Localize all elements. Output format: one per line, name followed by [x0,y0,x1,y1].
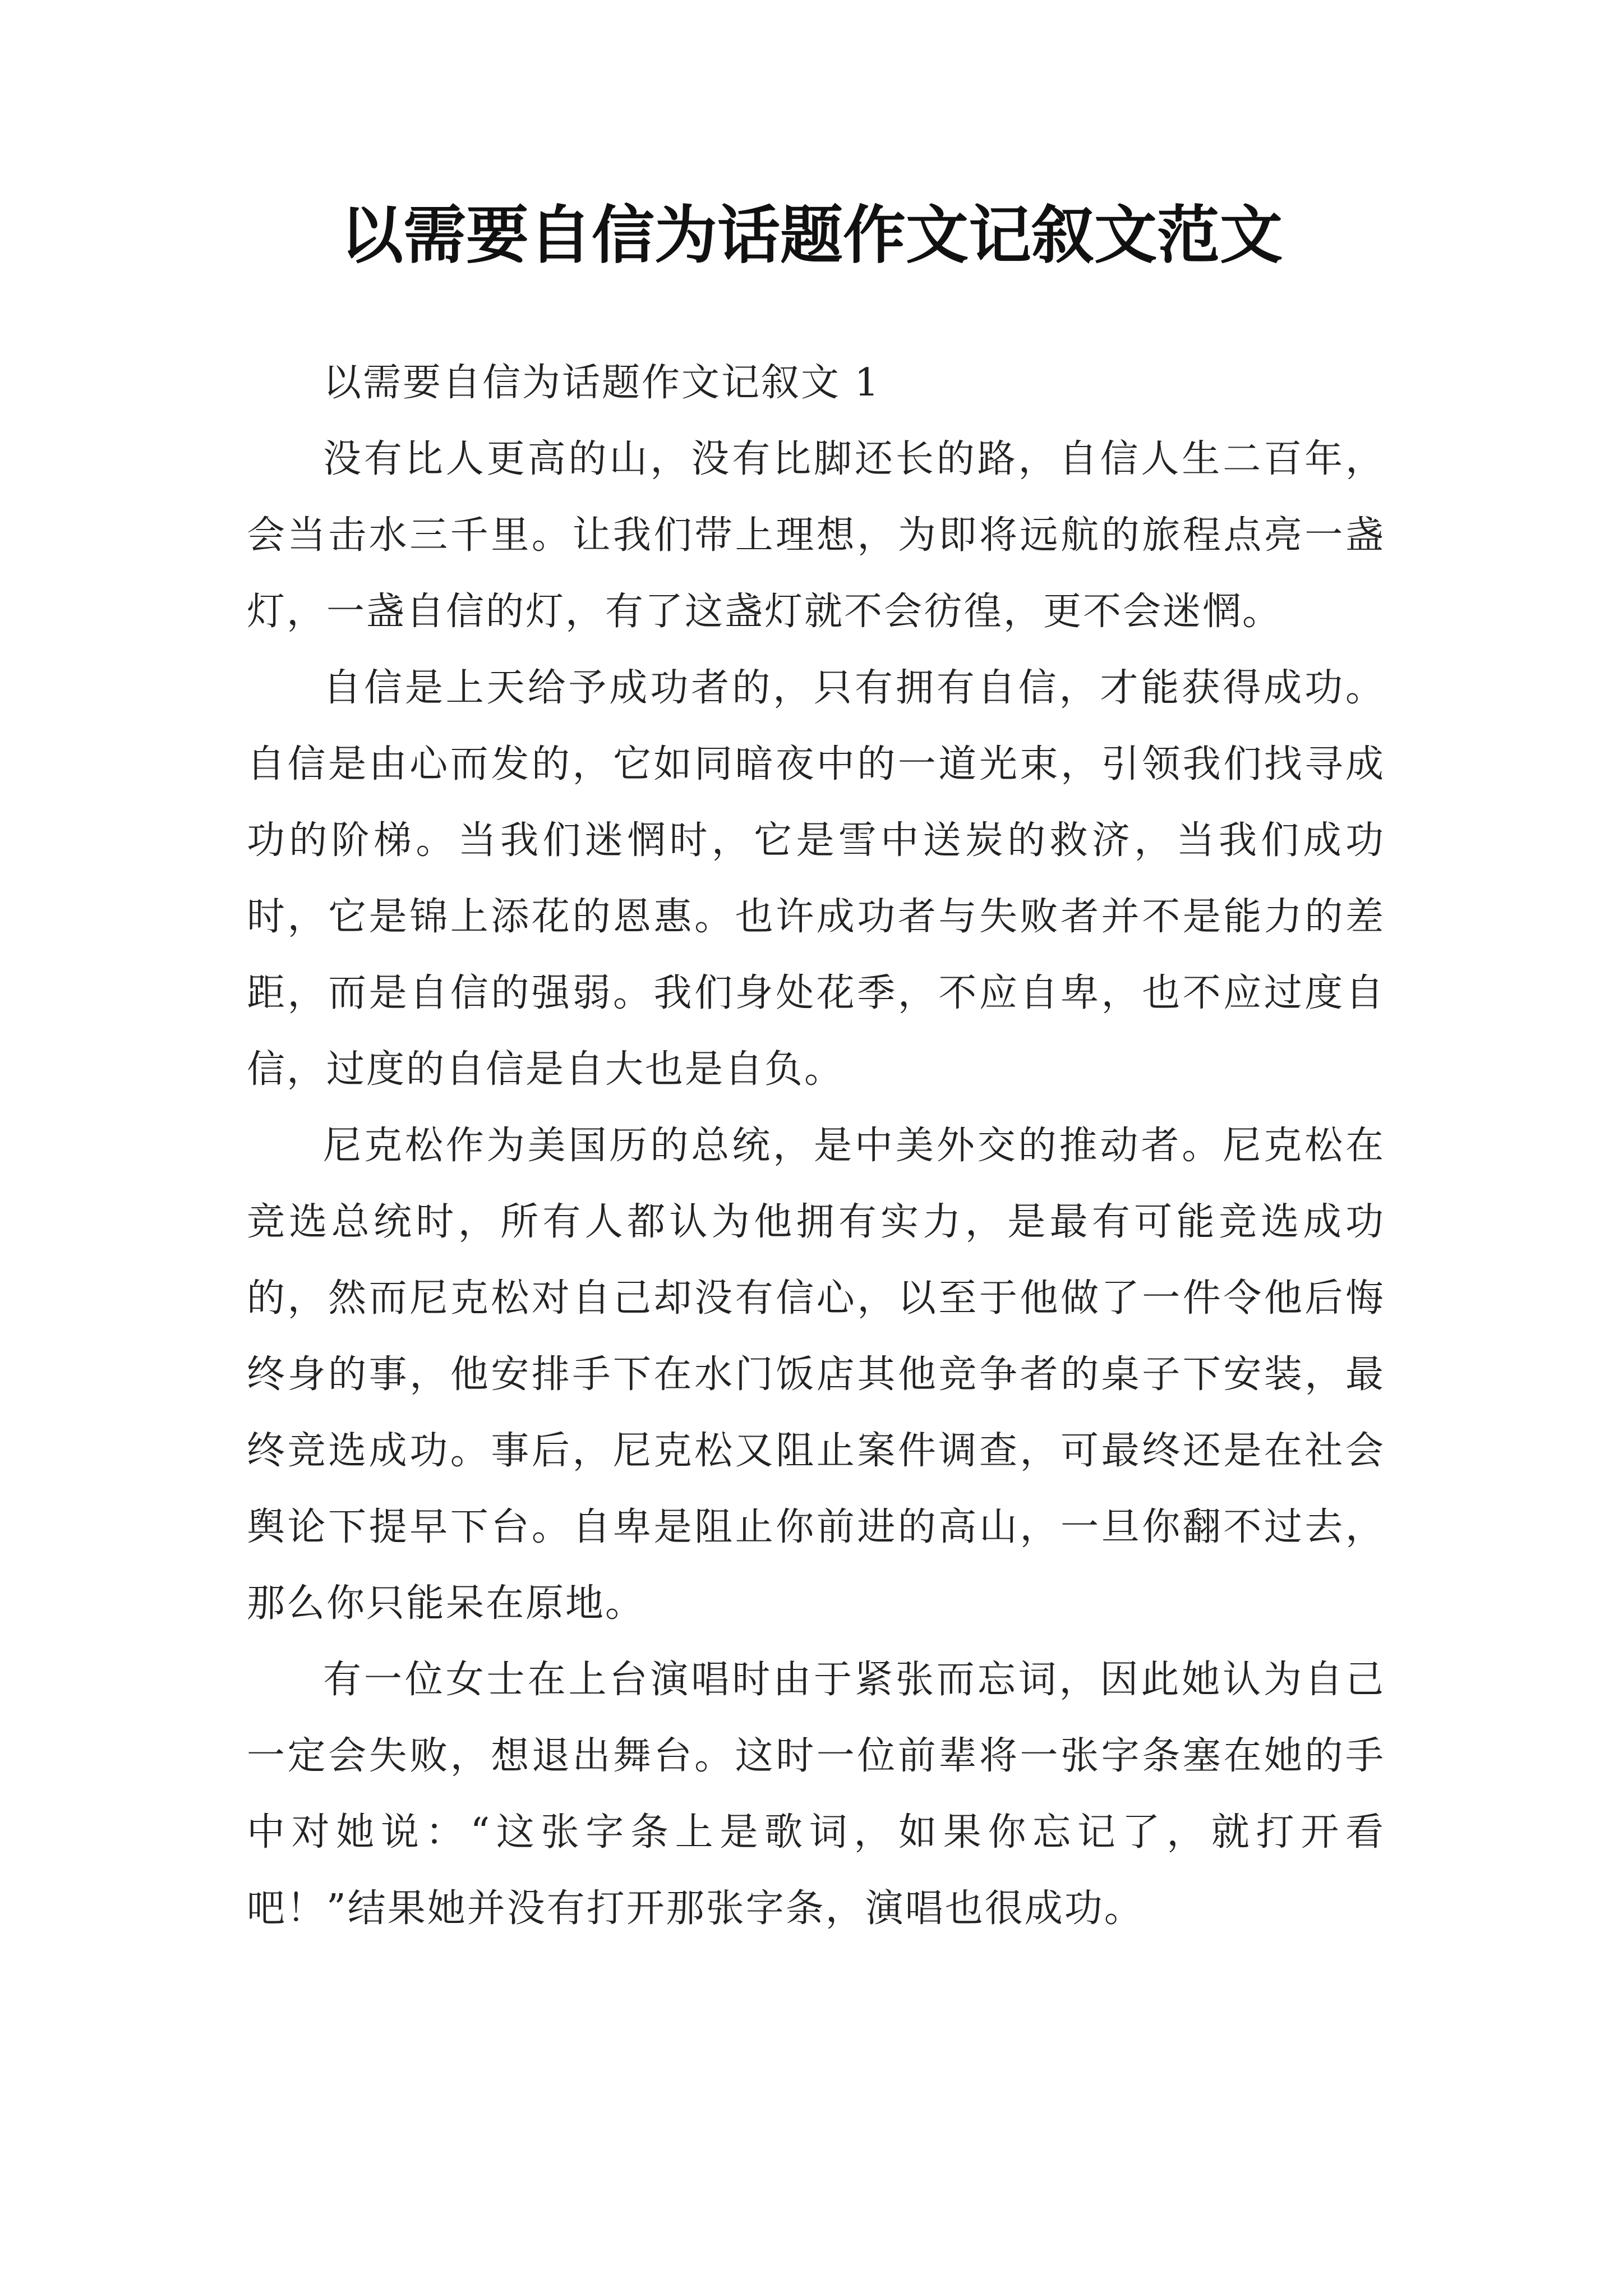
document-body [247,345,1385,1947]
section-heading: 以需要自信为话题作文记叙文 1 [323,361,880,405]
paragraph-1: 没有比人更高的山，没有比脚还长的路，自信人生二百年，会当击水三千里。让我们带上理想，为即将远航的旅程点亮一盏灯，一盏自信的灯，有了这盏灯就不会彷徨，更不会迷惘。 [247,437,1385,634]
paragraph-4: 有一位女士在上台演唱时由于紧张而忘词，因此她认为自己一定会失败，想退出舞台。这时一位前辈将一张字条塞在她的手中对她说：“这张字条上是歌词，如果你忘记了，就打开看吧！”结果她并没有打开那张字条，演唱也很成功。 [247,1658,1385,1931]
paragraph-3: 尼克松作为美国历的总统，是中美外交的推动者。尼克松在竞选总统时，所有人都认为他拥有实力，是最有可能竞选成功的，然而尼克松对自己却没有信心，以至于他做了一件令他后悔终身的事，他安排手下在水门饭店其他竞争者的桌子下安装，最终竞选成功。事后，尼克松又阻止案件调查，可最终还是在社会舆论下提早下台。自卑是阻止你前进的高山，一旦你翻不过去，那么你只能呆在原地。 [247,1124,1385,1626]
document-title: 以需要自信为话题作文记叙文范文 [340,199,1283,272]
paragraph-2: 自信是上天给予成功者的，只有拥有自信，才能获得成功。自信是由心而发的，它如同暗夜中的一道光束，引领我们找寻成功的阶梯。当我们迷惘时，它是雪中送炭的救济，当我们成功时，它是锦上添花的恩惠。也许成功者与失败者并不是能力的差距，而是自信的强弱。我们身处花季，不应自卑，也不应过度自信，过度的自信是自大也是自负。 [247,666,1385,1092]
